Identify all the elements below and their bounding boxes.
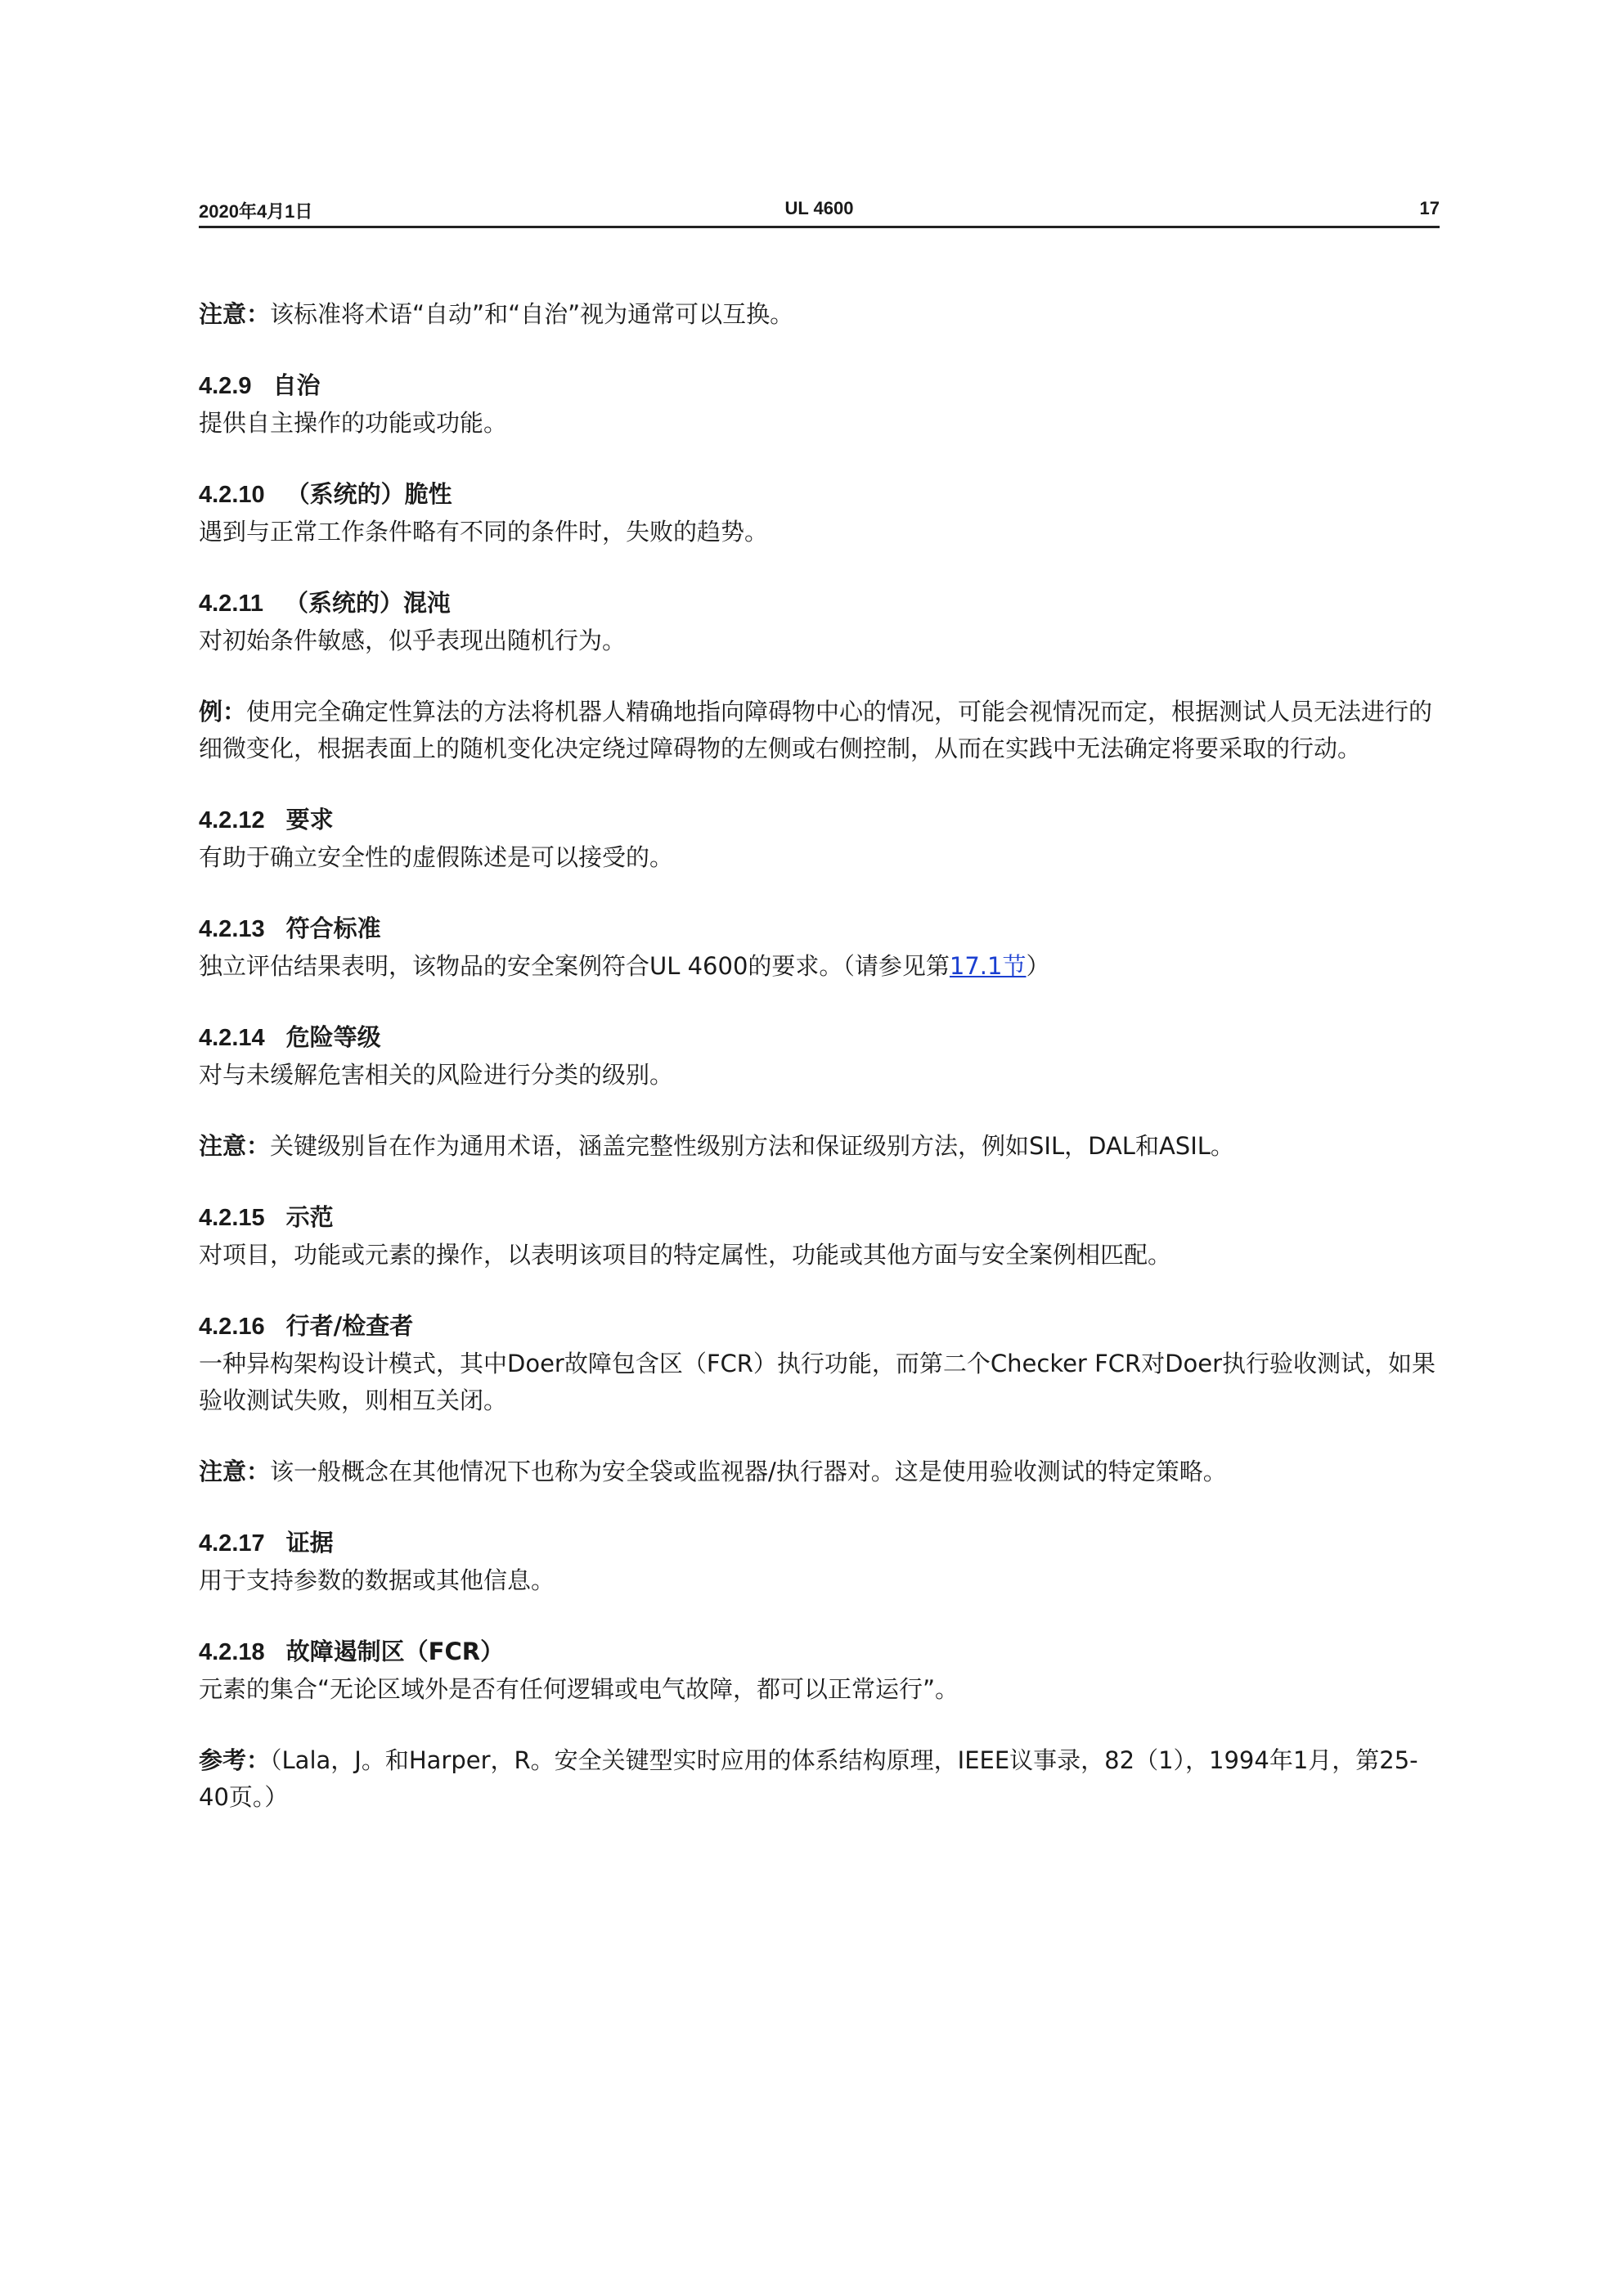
reference-lead: 参考：	[199, 1746, 271, 1774]
term-title: 自治	[272, 371, 321, 399]
term-title: 故障遏制区（FCR）	[285, 1638, 505, 1665]
term-chaos	[199, 585, 1440, 659]
example-lead: 例：	[199, 698, 247, 726]
term-title: 要求	[285, 806, 334, 833]
term-definition: 对初始条件敏感，似乎表现出随机行为。	[199, 627, 627, 654]
term-heading	[199, 1308, 1440, 1346]
note-text: 该标准将术语“自动”和“自治”视为通常可以互换。	[270, 300, 794, 328]
term-definition: 一种异构架构设计模式，其中Doer故障包含区（FCR）执行功能，而第二个Checker FCR对Doer执行验收测试，如果验收测试失败，则相互关闭。	[199, 1350, 1436, 1414]
page-header	[199, 193, 1440, 228]
term-autonomous	[199, 367, 1440, 442]
term-number: 4.2.14	[199, 1025, 265, 1051]
term-criticality-level	[199, 1019, 1440, 1094]
term-title: 证据	[285, 1529, 334, 1557]
term-heading	[199, 1019, 1440, 1057]
term-heading	[199, 1525, 1440, 1562]
example-paragraph	[199, 694, 1440, 767]
header-standard: UL 4600	[784, 198, 854, 218]
term-number: 4.2.10	[199, 482, 265, 508]
term-title: 示范	[285, 1203, 334, 1231]
term-title: 危险等级	[285, 1023, 381, 1051]
definition-text-after: ）	[1026, 952, 1050, 980]
term-number: 4.2.17	[199, 1530, 265, 1557]
term-number: 4.2.9	[199, 373, 252, 399]
note-lead: 注意：	[199, 1132, 271, 1160]
note-lead: 注意：	[199, 1458, 271, 1485]
note-lead: 注意：	[199, 300, 271, 328]
term-number: 4.2.16	[199, 1314, 265, 1340]
header-date: 2020年4月1日	[199, 201, 313, 222]
term-definition	[199, 948, 1440, 985]
term-definition: 对项目，功能或元素的操作，以表明该项目的特定属性，功能或其他方面与安全案例相匹配。	[199, 1241, 1172, 1269]
term-definition: 用于支持参数的数据或其他信息。	[199, 1566, 555, 1594]
term-heading	[199, 476, 1440, 514]
term-claim	[199, 802, 1440, 876]
term-doer-checker	[199, 1308, 1440, 1419]
note-text: 该一般概念在其他情况下也称为安全袋或监视器/执行器对。这是使用验收测试的特定策略。	[270, 1458, 1227, 1485]
term-definition: 提供自主操作的功能或功能。	[199, 409, 508, 437]
term-heading	[199, 367, 1440, 405]
term-evidence	[199, 1525, 1440, 1599]
note-text: 关键级别旨在作为通用术语，涵盖完整性级别方法和保证级别方法，例如SIL，DAL和ASIL。	[270, 1132, 1234, 1160]
term-heading	[199, 1199, 1440, 1237]
term-fault-containment-region	[199, 1633, 1440, 1708]
term-demonstration	[199, 1199, 1440, 1274]
term-heading	[199, 910, 1440, 948]
term-number: 4.2.12	[199, 807, 265, 833]
reference-text: （Lala，J。和Harper，R。安全关键型实时应用的体系结构原理，IEEE议事录，82（1），1994年1月，第25-40页。）	[199, 1746, 1418, 1811]
page-content	[199, 296, 1440, 1850]
reference-paragraph	[199, 1742, 1440, 1816]
term-number: 4.2.11	[199, 591, 264, 617]
definition-text-before: 独立评估结果表明，该物品的安全案例符合UL 4600的要求。（请参见第	[199, 952, 950, 980]
term-title: （系统的）混沌	[285, 589, 452, 617]
note-paragraph	[199, 1454, 1440, 1490]
term-definition: 元素的集合“无论区域外是否有任何逻辑或电气故障，都可以正常运行”。	[199, 1675, 959, 1703]
term-title: （系统的）脆性	[285, 480, 452, 508]
header-page-number: 17	[1419, 198, 1440, 218]
note-paragraph	[199, 1128, 1440, 1165]
term-brittleness	[199, 476, 1440, 550]
term-definition: 对与未缓解危害相关的风险进行分类的级别。	[199, 1061, 674, 1089]
example-text: 使用完全确定性算法的方法将机器人精确地指向障碍物中心的情况，可能会视情况而定，根据测试人员无法进行的细微变化，根据表面上的随机变化决定绕过障碍物的左侧或右侧控制，从而在实践中无法确定将要采取的行动。	[199, 698, 1433, 762]
term-number: 4.2.18	[199, 1639, 265, 1665]
term-definition: 有助于确立安全性的虚假陈述是可以接受的。	[199, 843, 674, 871]
term-heading	[199, 1633, 1440, 1671]
intro-note	[199, 296, 1440, 333]
term-heading	[199, 585, 1440, 622]
term-heading	[199, 802, 1440, 839]
term-number: 4.2.15	[199, 1205, 265, 1231]
term-title: 行者/检查者	[285, 1312, 414, 1340]
section-link[interactable]: 17.1节	[949, 952, 1027, 980]
term-title: 符合标准	[285, 914, 381, 942]
term-number: 4.2.13	[199, 916, 265, 942]
term-definition: 遇到与正常工作条件略有不同的条件时，失败的趋势。	[199, 518, 769, 546]
term-conformance	[199, 910, 1440, 985]
